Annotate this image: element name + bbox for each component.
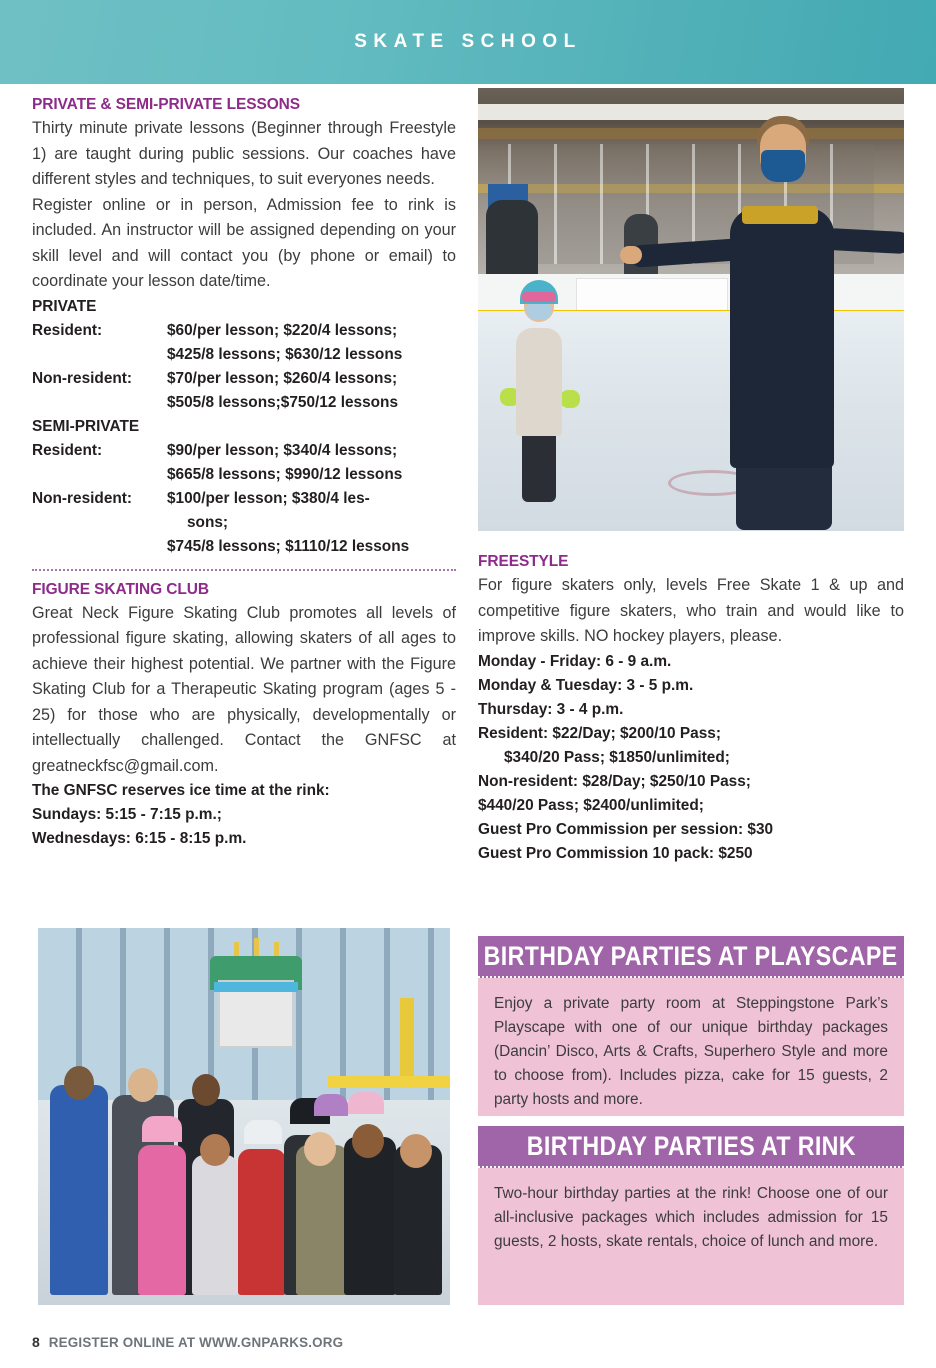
figure-skating-club-body: Great Neck Figure Skating Club promotes all levels of professional figure skating, allowing skaters of all ages to achieve their highest potential. We partner with the Figure Skating Club for a Therapeutic Skating program (ages 5 - 25) for those who are physically, developmentally or intellectually challenged. Contact the GNFSC at greatneckfsc@gmail.com. [32,603,456,775]
private-nonresident-label: Non-resident: [32,369,133,387]
photo-cake-candle-2 [254,938,259,958]
semi-nonresident-value-2: sons; [187,513,229,531]
footer-page-number: 8 [32,1334,40,1350]
semi-nonresident-row [32,487,456,511]
page-header-band [0,0,936,84]
photo-ceiling-beam-1 [478,104,904,120]
private-nonresident-row [32,367,456,391]
semi-resident-label: Resident: [32,441,103,459]
semi-private-subheading: SEMI-PRIVATE [32,417,140,435]
birthday-group-photo [38,928,450,1305]
photo-child-head [352,1124,384,1158]
semi-nonresident-label: Non-resident: [32,489,133,507]
freestyle-nonresident-line-1: Non-resident: $28/Day; $250/10 Pass; [478,772,751,790]
photo-instructor-collar-stripe [742,206,818,224]
gnfsc-sundays: Sundays: 5:15 - 7:15 p.m.; [32,806,222,823]
photo-child-coat [516,328,562,436]
private-resident-value-1: $60/per lesson; $220/4 lessons; [167,321,398,339]
photo-child-helmet-stripe [522,292,556,302]
birthday-rink-box [478,1126,904,1305]
photo-child-figure [192,1155,238,1295]
birthday-rink-header-band [478,1126,904,1168]
freestyle-guest-pro-pack: Guest Pro Commission 10 pack: $250 [478,844,753,862]
page-footer [32,1334,343,1350]
photo-yellow-post [400,998,414,1086]
birthday-playscape-header-band [478,936,904,978]
left-column [32,96,456,851]
photo-child-hat [314,1094,348,1116]
private-lessons-paragraph-1: Thirty minute private lessons (Beginner through Freestyle 1) are taught during public sessions. Our coaches have different styles and techniques, to suit everyones needs. [32,119,456,188]
footer-register-text: REGISTER ONLINE AT WWW.GNPARKS.ORG [48,1335,344,1350]
birthday-playscape-box [478,936,904,1116]
photo-child-figure [138,1145,186,1295]
photo-child-legs [522,428,556,502]
private-resident-row [32,319,456,343]
freestyle-schedule-thursday: Thursday: 3 - 4 p.m. [478,700,624,718]
semi-resident-value-2: $665/8 lessons; $990/12 lessons [167,465,403,483]
photo-child-hat [244,1120,282,1144]
photo-child-head [200,1134,230,1166]
photo-instructor-jacket [730,208,834,468]
page-title: SKATE SCHOOL [354,31,582,52]
private-resident-value-2-row [32,343,456,367]
semi-nonresident-value-1: $100/per lesson; $380/4 les- [167,489,370,507]
birthday-playscape-body: Enjoy a private party room at Steppingstone Park’s Playscape with one of our unique birthday packages (Dancin’ Disco, Arts & Crafts, Superhero Style and more to choose from). Includes pizza, cake for 15 guests, 2 party hosts and more. [494,995,888,1108]
photo-ceiling-beam-2 [478,128,904,139]
birthday-rink-body: Two-hour birthday parties at the rink! Choose one of our all-inclusive packages which includes admission for 15 guests, 2 hosts, skate rentals, choice of lunch and more. [494,1185,888,1250]
birthday-playscape-heading: BIRTHDAY PARTIES AT PLAYSCAPE [484,940,898,971]
photo-child-head [192,1074,220,1106]
private-resident-value-2: $425/8 lessons; $630/12 lessons [167,345,403,363]
gnfsc-wednesdays: Wednesdays: 6:15 - 8:15 p.m. [32,830,247,847]
photo-instructor-face-mask [761,150,805,182]
photo-child-mitten-right [560,390,580,408]
photo-instructor-arm-right [823,228,904,254]
semi-resident-value-2-row [32,463,456,487]
photo-rink-rail [328,1076,450,1088]
photo-child-figure [50,1085,108,1295]
private-lessons-heading: PRIVATE & SEMI-PRIVATE LESSONS [32,96,300,113]
freestyle-nonresident-line-2: $440/20 Pass; $2400/unlimited; [478,796,704,814]
photo-cake-band [214,982,298,992]
section-divider [32,569,456,571]
private-resident-label: Resident: [32,321,103,339]
private-nonresident-value-2-row [32,391,456,415]
figure-skating-club-heading: FIGURE SKATING CLUB [32,580,209,598]
rink-lesson-photo [478,88,904,531]
photo-child-face-mask [526,304,552,320]
semi-resident-value-1: $90/per lesson; $340/4 lessons; [167,441,398,459]
right-column [478,88,904,866]
semi-nonresident-value-3: $745/8 lessons; $1110/12 lessons [167,537,410,555]
semi-resident-row [32,439,456,463]
photo-child-head [128,1068,158,1102]
photo-child-figure [238,1149,286,1295]
semi-nonresident-value-3-row [32,535,456,559]
freestyle-guest-pro-session: Guest Pro Commission per session: $30 [478,820,774,838]
freestyle-resident-line-2: $340/20 Pass; $1850/unlimited; [504,748,730,766]
private-lessons-paragraph-2: Register online or in person, Admission fee to rink is included. An instructor will be assigned depending on your skill level and will contact you (by phone or email) to coordinate your lesson date/time. [32,195,456,290]
birthday-rink-heading: BIRTHDAY PARTIES AT RINK [526,1130,856,1161]
gnfsc-reserve-line: The GNFSC reserves ice time at the rink: [32,782,330,799]
freestyle-heading: FREESTYLE [478,553,569,570]
freestyle-schedule-monday-friday: Monday - Friday: 6 - 9 a.m. [478,652,672,670]
right-column-spacer [478,531,904,553]
photo-child-head [64,1066,94,1100]
photo-child-hat [142,1116,182,1142]
private-subheading: PRIVATE [32,297,97,315]
freestyle-resident-line-1: Resident: $22/Day; $200/10 Pass; [478,724,721,742]
photo-child-head [400,1134,432,1168]
photo-instructor-hand-left [620,246,642,264]
photo-child-figure [296,1145,348,1295]
private-nonresident-value-2: $505/8 lessons;$750/12 lessons [167,393,399,411]
freestyle-body: For figure skaters only, levels Free Skate 1 & up and competitive figure skaters, who train and would like to improve skills. NO hockey players, please. [478,576,904,645]
private-nonresident-value-1: $70/per lesson; $260/4 lessons; [167,369,398,387]
semi-nonresident-value-2-row [32,511,456,535]
photo-child-head [304,1132,336,1166]
photo-child-figure [344,1137,396,1295]
freestyle-schedule-monday-tuesday: Monday & Tuesday: 3 - 5 p.m. [478,676,694,694]
photo-child-hat [348,1092,384,1114]
